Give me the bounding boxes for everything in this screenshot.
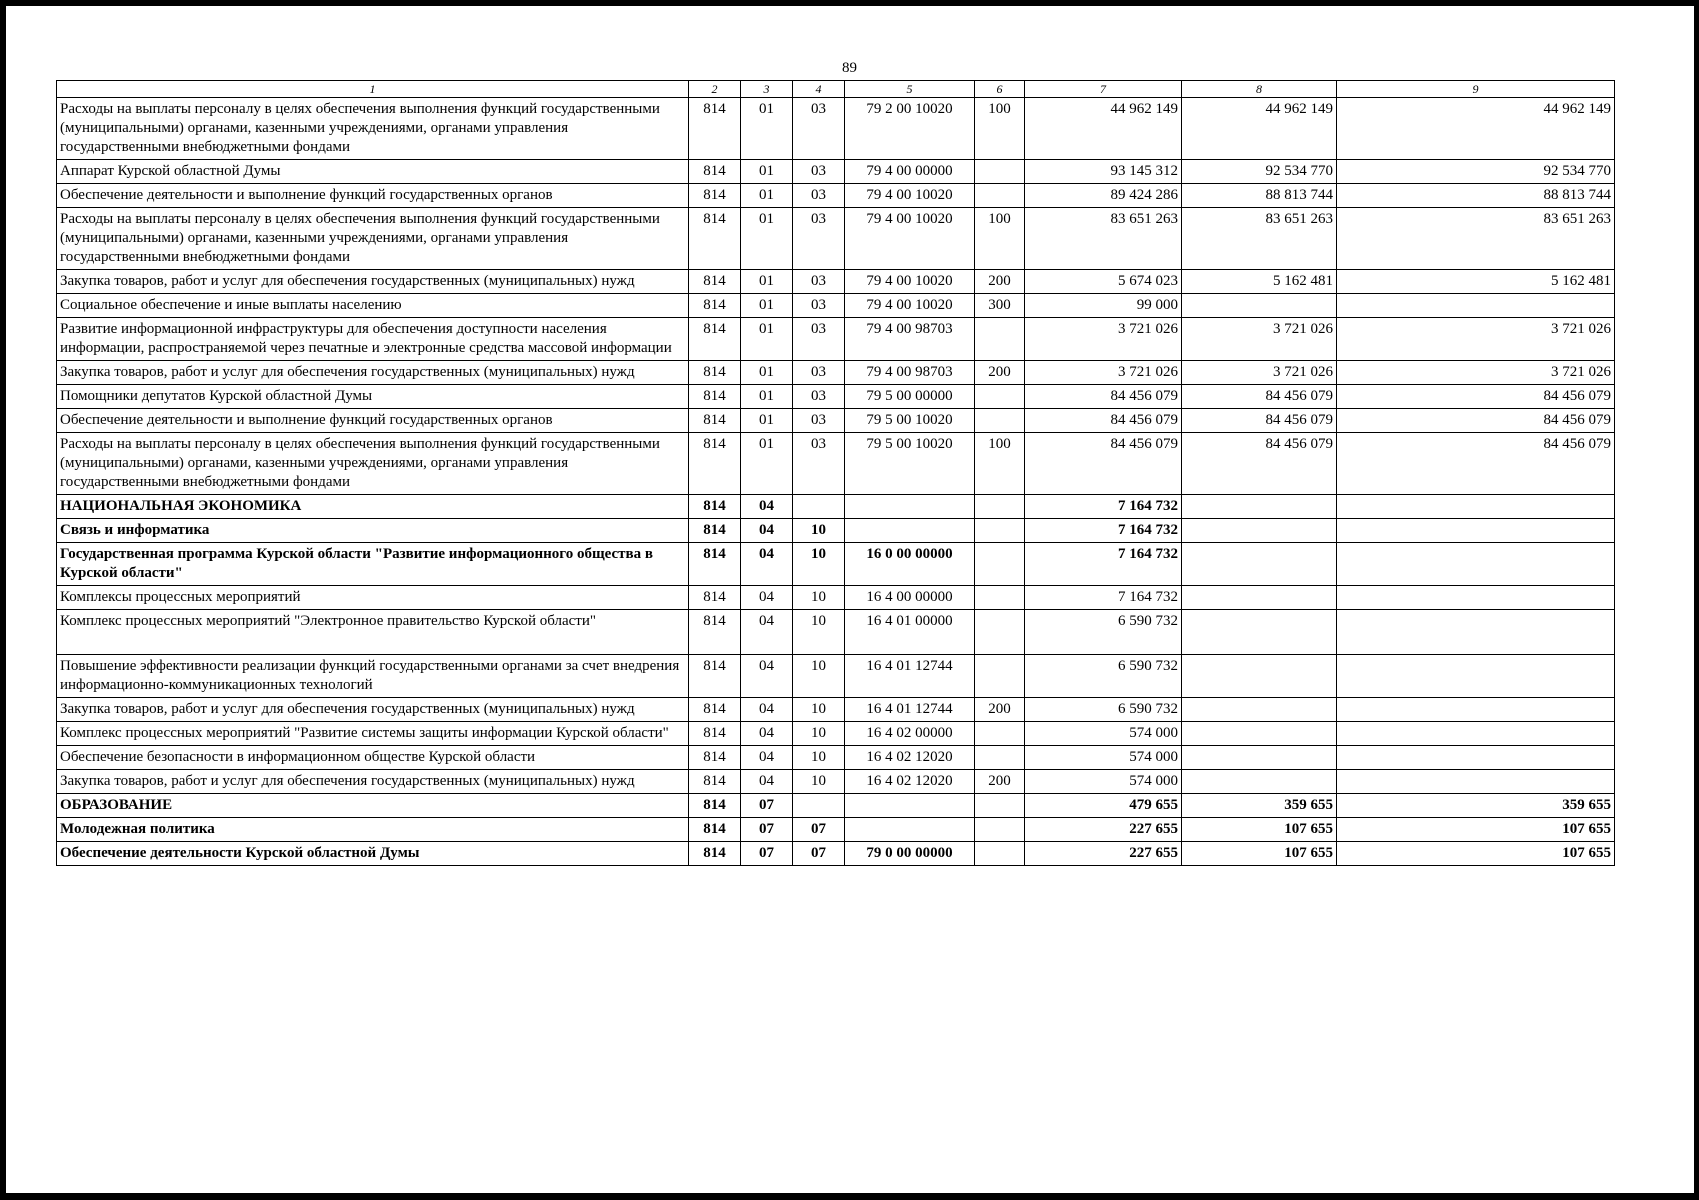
expense-type-cell	[975, 586, 1025, 610]
target-article-cell: 79 4 00 10020	[845, 270, 975, 294]
table-row	[57, 610, 1615, 655]
ministry-code-cell: 814	[689, 495, 741, 519]
header-cell-2: 2	[689, 81, 741, 98]
ministry-code-cell: 814	[689, 722, 741, 746]
subsection-code-cell: 10	[793, 586, 845, 610]
row-name-cell: Закупка товаров, работ и услуг для обеспечения государственных (муниципальных) нужд	[57, 361, 689, 385]
target-article-cell	[845, 495, 975, 519]
amount-col9-cell: 83 651 263	[1337, 208, 1615, 270]
ministry-code-cell: 814	[689, 842, 741, 866]
ministry-code-cell: 814	[689, 655, 741, 698]
table-row	[57, 160, 1615, 184]
amount-col7-cell: 6 590 732	[1025, 655, 1182, 698]
subsection-code-cell	[793, 794, 845, 818]
row-name-cell: Обеспечение безопасности в информационном обществе Курской области	[57, 746, 689, 770]
section-code-cell: 04	[741, 519, 793, 543]
row-name-cell: Обеспечение деятельности Курской областной Думы	[57, 842, 689, 866]
target-article-cell	[845, 794, 975, 818]
amount-col8-cell	[1182, 746, 1337, 770]
header-row	[57, 81, 1615, 98]
target-article-cell	[845, 519, 975, 543]
amount-col7-cell: 7 164 732	[1025, 543, 1182, 586]
table-row	[57, 294, 1615, 318]
row-name-cell: Помощники депутатов Курской областной Думы	[57, 385, 689, 409]
table-row	[57, 495, 1615, 519]
amount-col7-cell: 7 164 732	[1025, 495, 1182, 519]
row-name-cell: НАЦИОНАЛЬНАЯ ЭКОНОМИКА	[57, 495, 689, 519]
target-article-cell: 16 4 02 12020	[845, 746, 975, 770]
expense-type-cell	[975, 543, 1025, 586]
row-name-cell: Расходы на выплаты персоналу в целях обеспечения выполнения функций государственными (муниципальными) органами, казенными учреждениями, органами управления государственными внебюджетными фондами	[57, 208, 689, 270]
section-code-cell: 01	[741, 385, 793, 409]
amount-col8-cell: 44 962 149	[1182, 98, 1337, 160]
expense-type-cell	[975, 818, 1025, 842]
table-row	[57, 586, 1615, 610]
amount-col7-cell: 84 456 079	[1025, 409, 1182, 433]
subsection-code-cell: 10	[793, 746, 845, 770]
subsection-code-cell: 10	[793, 543, 845, 586]
row-name-cell: Закупка товаров, работ и услуг для обеспечения государственных (муниципальных) нужд	[57, 270, 689, 294]
ministry-code-cell: 814	[689, 586, 741, 610]
amount-col8-cell	[1182, 722, 1337, 746]
header-cell-5: 5	[845, 81, 975, 98]
amount-col7-cell: 574 000	[1025, 770, 1182, 794]
amount-col8-cell	[1182, 655, 1337, 698]
amount-col7-cell: 3 721 026	[1025, 361, 1182, 385]
ministry-code-cell: 814	[689, 610, 741, 655]
section-code-cell: 01	[741, 184, 793, 208]
table-row	[57, 433, 1615, 495]
ministry-code-cell: 814	[689, 160, 741, 184]
amount-col7-cell: 5 674 023	[1025, 270, 1182, 294]
target-article-cell: 79 5 00 00000	[845, 385, 975, 409]
amount-col8-cell: 84 456 079	[1182, 409, 1337, 433]
expense-type-cell: 200	[975, 270, 1025, 294]
amount-col8-cell: 3 721 026	[1182, 318, 1337, 361]
table-row	[57, 794, 1615, 818]
expense-type-cell	[975, 318, 1025, 361]
section-code-cell: 01	[741, 208, 793, 270]
target-article-cell: 16 4 01 12744	[845, 655, 975, 698]
amount-col9-cell: 84 456 079	[1337, 433, 1615, 495]
table-row	[57, 385, 1615, 409]
table-row	[57, 818, 1615, 842]
amount-col9-cell: 107 655	[1337, 842, 1615, 866]
target-article-cell: 79 4 00 98703	[845, 318, 975, 361]
subsection-code-cell: 10	[793, 722, 845, 746]
row-name-cell: Комплексы процессных мероприятий	[57, 586, 689, 610]
amount-col8-cell: 5 162 481	[1182, 270, 1337, 294]
amount-col9-cell: 107 655	[1337, 818, 1615, 842]
section-code-cell: 04	[741, 770, 793, 794]
section-code-cell: 07	[741, 818, 793, 842]
section-code-cell: 01	[741, 294, 793, 318]
row-name-cell: Связь и информатика	[57, 519, 689, 543]
section-code-cell: 04	[741, 610, 793, 655]
header-cell-9: 9	[1337, 81, 1615, 98]
expense-type-cell	[975, 184, 1025, 208]
table-row	[57, 519, 1615, 543]
amount-col9-cell	[1337, 495, 1615, 519]
table-row	[57, 184, 1615, 208]
table-row	[57, 543, 1615, 586]
target-article-cell: 16 0 00 00000	[845, 543, 975, 586]
expense-type-cell	[975, 794, 1025, 818]
row-name-cell: ОБРАЗОВАНИЕ	[57, 794, 689, 818]
subsection-code-cell: 03	[793, 184, 845, 208]
header-cell-6: 6	[975, 81, 1025, 98]
amount-col8-cell	[1182, 770, 1337, 794]
section-code-cell: 04	[741, 586, 793, 610]
amount-col8-cell	[1182, 586, 1337, 610]
amount-col9-cell	[1337, 610, 1615, 655]
expense-type-cell	[975, 610, 1025, 655]
amount-col9-cell: 3 721 026	[1337, 361, 1615, 385]
amount-col8-cell: 3 721 026	[1182, 361, 1337, 385]
amount-col7-cell: 83 651 263	[1025, 208, 1182, 270]
subsection-code-cell: 03	[793, 294, 845, 318]
amount-col7-cell: 6 590 732	[1025, 610, 1182, 655]
row-name-cell: Комплекс процессных мероприятий "Развитие системы защиты информации Курской области"	[57, 722, 689, 746]
section-code-cell: 04	[741, 655, 793, 698]
row-name-cell: Закупка товаров, работ и услуг для обеспечения государственных (муниципальных) нужд	[57, 698, 689, 722]
amount-col9-cell: 84 456 079	[1337, 409, 1615, 433]
amount-col7-cell: 89 424 286	[1025, 184, 1182, 208]
ministry-code-cell: 814	[689, 433, 741, 495]
amount-col7-cell: 44 962 149	[1025, 98, 1182, 160]
section-code-cell: 07	[741, 842, 793, 866]
amount-col8-cell: 107 655	[1182, 842, 1337, 866]
expense-type-cell	[975, 519, 1025, 543]
target-article-cell: 79 4 00 10020	[845, 294, 975, 318]
amount-col9-cell	[1337, 543, 1615, 586]
ministry-code-cell: 814	[689, 746, 741, 770]
row-name-cell: Закупка товаров, работ и услуг для обеспечения государственных (муниципальных) нужд	[57, 770, 689, 794]
amount-col9-cell	[1337, 294, 1615, 318]
expense-type-cell	[975, 385, 1025, 409]
target-article-cell: 79 5 00 10020	[845, 433, 975, 495]
amount-col8-cell: 84 456 079	[1182, 433, 1337, 495]
ministry-code-cell: 814	[689, 98, 741, 160]
amount-col9-cell	[1337, 519, 1615, 543]
amount-col9-cell: 84 456 079	[1337, 385, 1615, 409]
row-name-cell: Развитие информационной инфраструктуры для обеспечения доступности населения информации, распространяемой через печатные и электронные средства массовой информации	[57, 318, 689, 361]
target-article-cell: 79 2 00 10020	[845, 98, 975, 160]
subsection-code-cell	[793, 495, 845, 519]
target-article-cell: 79 4 00 10020	[845, 208, 975, 270]
amount-col8-cell: 84 456 079	[1182, 385, 1337, 409]
header-cell-4: 4	[793, 81, 845, 98]
table-row	[57, 746, 1615, 770]
ministry-code-cell: 814	[689, 519, 741, 543]
expense-type-cell	[975, 655, 1025, 698]
amount-col7-cell: 227 655	[1025, 842, 1182, 866]
section-code-cell: 01	[741, 160, 793, 184]
row-name-cell: Социальное обеспечение и иные выплаты населению	[57, 294, 689, 318]
expense-type-cell	[975, 842, 1025, 866]
target-article-cell: 79 4 00 00000	[845, 160, 975, 184]
section-code-cell: 04	[741, 722, 793, 746]
amount-col7-cell: 3 721 026	[1025, 318, 1182, 361]
ministry-code-cell: 814	[689, 294, 741, 318]
amount-col9-cell	[1337, 655, 1615, 698]
table-row	[57, 208, 1615, 270]
ministry-code-cell: 814	[689, 318, 741, 361]
expense-type-cell: 200	[975, 770, 1025, 794]
row-name-cell: Государственная программа Курской области "Развитие информационного общества в Курской области"	[57, 543, 689, 586]
ministry-code-cell: 814	[689, 818, 741, 842]
page-number: 89	[842, 60, 857, 76]
amount-col7-cell: 574 000	[1025, 722, 1182, 746]
section-code-cell: 04	[741, 746, 793, 770]
amount-col8-cell	[1182, 495, 1337, 519]
row-name-cell: Обеспечение деятельности и выполнение функций государственных органов	[57, 409, 689, 433]
amount-col9-cell: 44 962 149	[1337, 98, 1615, 160]
subsection-code-cell: 07	[793, 842, 845, 866]
expense-type-cell	[975, 495, 1025, 519]
amount-col7-cell: 84 456 079	[1025, 433, 1182, 495]
amount-col7-cell: 479 655	[1025, 794, 1182, 818]
budget-table	[56, 80, 1615, 866]
subsection-code-cell: 03	[793, 98, 845, 160]
table-row	[57, 270, 1615, 294]
subsection-code-cell: 10	[793, 519, 845, 543]
target-article-cell: 79 5 00 10020	[845, 409, 975, 433]
ministry-code-cell: 814	[689, 184, 741, 208]
target-article-cell: 16 4 02 12020	[845, 770, 975, 794]
amount-col8-cell	[1182, 294, 1337, 318]
amount-col8-cell: 92 534 770	[1182, 160, 1337, 184]
row-name-cell: Комплекс процессных мероприятий "Электронное правительство Курской области"	[57, 610, 689, 655]
target-article-cell: 16 4 02 00000	[845, 722, 975, 746]
amount-col9-cell	[1337, 770, 1615, 794]
expense-type-cell: 200	[975, 698, 1025, 722]
header-cell-3: 3	[741, 81, 793, 98]
section-code-cell: 01	[741, 361, 793, 385]
ministry-code-cell: 814	[689, 361, 741, 385]
subsection-code-cell: 03	[793, 433, 845, 495]
ministry-code-cell: 814	[689, 385, 741, 409]
table-body	[57, 98, 1615, 866]
header-cell-1: 1	[57, 81, 689, 98]
table-row	[57, 361, 1615, 385]
header-cell-8: 8	[1182, 81, 1337, 98]
expense-type-cell	[975, 409, 1025, 433]
section-code-cell: 01	[741, 98, 793, 160]
amount-col8-cell: 107 655	[1182, 818, 1337, 842]
ministry-code-cell: 814	[689, 270, 741, 294]
table-row	[57, 842, 1615, 866]
subsection-code-cell: 03	[793, 318, 845, 361]
expense-type-cell: 100	[975, 208, 1025, 270]
section-code-cell: 04	[741, 698, 793, 722]
amount-col7-cell: 7 164 732	[1025, 586, 1182, 610]
row-name-cell: Расходы на выплаты персоналу в целях обеспечения выполнения функций государственными (муниципальными) органами, казенными учреждениями, органами управления государственными внебюджетными фондами	[57, 433, 689, 495]
expense-type-cell: 200	[975, 361, 1025, 385]
row-name-cell: Молодежная политика	[57, 818, 689, 842]
amount-col8-cell: 88 813 744	[1182, 184, 1337, 208]
table-row	[57, 655, 1615, 698]
ministry-code-cell: 814	[689, 794, 741, 818]
target-article-cell: 16 4 01 00000	[845, 610, 975, 655]
header-cell-7: 7	[1025, 81, 1182, 98]
amount-col8-cell	[1182, 543, 1337, 586]
amount-col7-cell: 99 000	[1025, 294, 1182, 318]
target-article-cell: 16 4 01 12744	[845, 698, 975, 722]
target-article-cell: 79 4 00 98703	[845, 361, 975, 385]
subsection-code-cell: 03	[793, 361, 845, 385]
expense-type-cell	[975, 160, 1025, 184]
table-row	[57, 770, 1615, 794]
section-code-cell: 01	[741, 318, 793, 361]
table-row	[57, 409, 1615, 433]
row-name-cell: Повышение эффективности реализации функций государственными органами за счет внедрения информационно-коммуникационных технологий	[57, 655, 689, 698]
amount-col9-cell	[1337, 722, 1615, 746]
expense-type-cell: 300	[975, 294, 1025, 318]
table-row	[57, 98, 1615, 160]
ministry-code-cell: 814	[689, 543, 741, 586]
amount-col7-cell: 6 590 732	[1025, 698, 1182, 722]
amount-col8-cell: 359 655	[1182, 794, 1337, 818]
amount-col8-cell	[1182, 698, 1337, 722]
section-code-cell: 04	[741, 495, 793, 519]
subsection-code-cell: 10	[793, 770, 845, 794]
amount-col7-cell: 93 145 312	[1025, 160, 1182, 184]
table-row	[57, 722, 1615, 746]
row-name-cell: Расходы на выплаты персоналу в целях обеспечения выполнения функций государственными (муниципальными) органами, казенными учреждениями, органами управления государственными внебюджетными фондами	[57, 98, 689, 160]
amount-col9-cell: 5 162 481	[1337, 270, 1615, 294]
amount-col9-cell	[1337, 698, 1615, 722]
amount-col8-cell	[1182, 519, 1337, 543]
table-row	[57, 698, 1615, 722]
target-article-cell: 79 0 00 00000	[845, 842, 975, 866]
subsection-code-cell: 10	[793, 698, 845, 722]
amount-col8-cell: 83 651 263	[1182, 208, 1337, 270]
amount-col7-cell: 227 655	[1025, 818, 1182, 842]
amount-col9-cell	[1337, 746, 1615, 770]
section-code-cell: 01	[741, 409, 793, 433]
subsection-code-cell: 03	[793, 208, 845, 270]
amount-col9-cell: 359 655	[1337, 794, 1615, 818]
section-code-cell: 01	[741, 270, 793, 294]
section-code-cell: 07	[741, 794, 793, 818]
target-article-cell	[845, 818, 975, 842]
amount-col8-cell	[1182, 610, 1337, 655]
section-code-cell: 04	[741, 543, 793, 586]
subsection-code-cell: 03	[793, 409, 845, 433]
target-article-cell: 16 4 00 00000	[845, 586, 975, 610]
amount-col9-cell	[1337, 586, 1615, 610]
subsection-code-cell: 03	[793, 385, 845, 409]
amount-col9-cell: 3 721 026	[1337, 318, 1615, 361]
amount-col7-cell: 7 164 732	[1025, 519, 1182, 543]
expense-type-cell: 100	[975, 98, 1025, 160]
amount-col9-cell: 92 534 770	[1337, 160, 1615, 184]
expense-type-cell	[975, 722, 1025, 746]
ministry-code-cell: 814	[689, 698, 741, 722]
row-name-cell: Обеспечение деятельности и выполнение функций государственных органов	[57, 184, 689, 208]
subsection-code-cell: 07	[793, 818, 845, 842]
subsection-code-cell: 10	[793, 610, 845, 655]
amount-col7-cell: 84 456 079	[1025, 385, 1182, 409]
amount-col7-cell: 574 000	[1025, 746, 1182, 770]
target-article-cell: 79 4 00 10020	[845, 184, 975, 208]
table-row	[57, 318, 1615, 361]
expense-type-cell	[975, 746, 1025, 770]
section-code-cell: 01	[741, 433, 793, 495]
subsection-code-cell: 10	[793, 655, 845, 698]
expense-type-cell: 100	[975, 433, 1025, 495]
row-name-cell: Аппарат Курской областной Думы	[57, 160, 689, 184]
ministry-code-cell: 814	[689, 409, 741, 433]
subsection-code-cell: 03	[793, 160, 845, 184]
subsection-code-cell: 03	[793, 270, 845, 294]
amount-col9-cell: 88 813 744	[1337, 184, 1615, 208]
ministry-code-cell: 814	[689, 770, 741, 794]
ministry-code-cell: 814	[689, 208, 741, 270]
